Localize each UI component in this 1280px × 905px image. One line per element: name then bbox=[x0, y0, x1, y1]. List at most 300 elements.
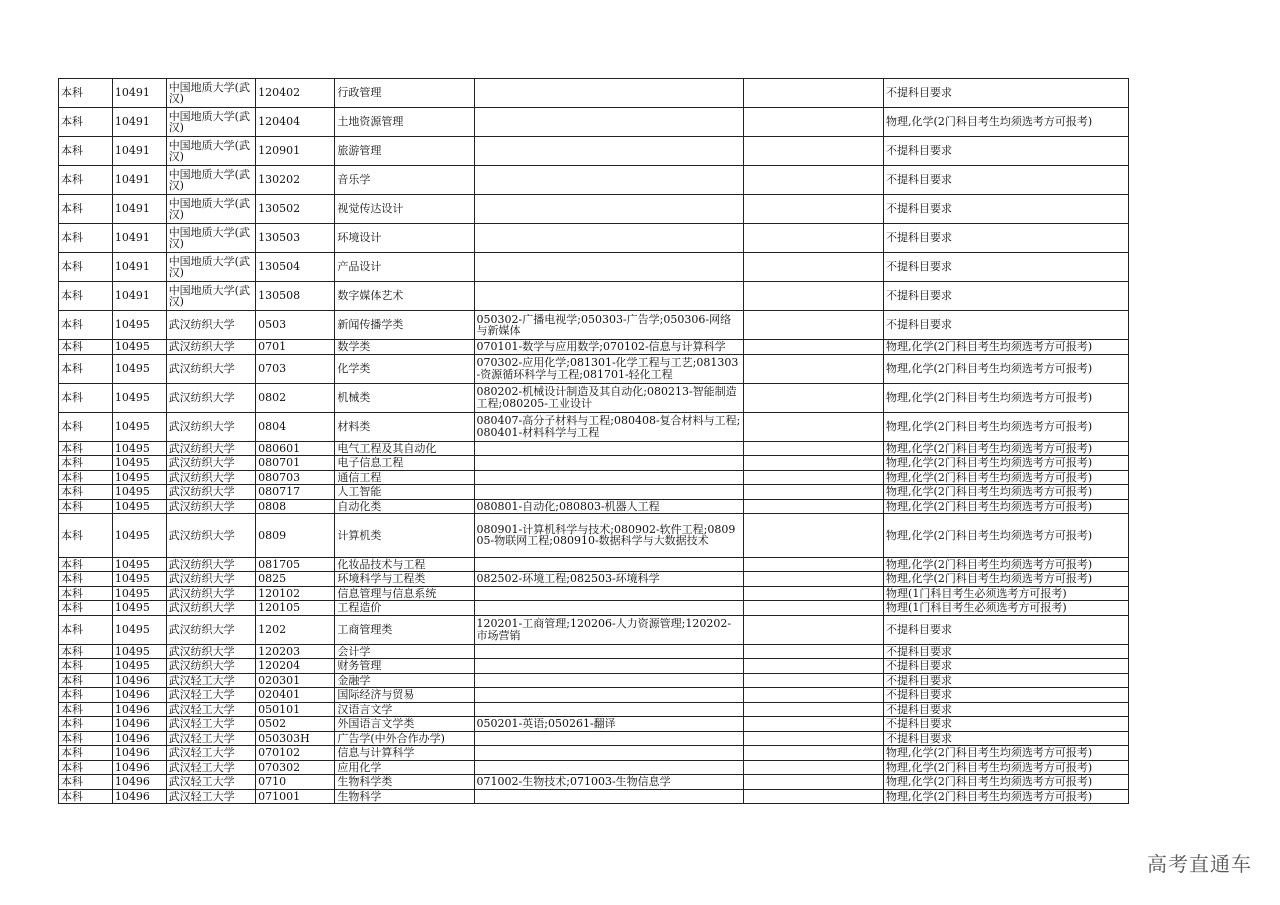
major-code-cell: 070102 bbox=[256, 746, 335, 761]
table-row bbox=[59, 282, 1129, 311]
school-code-cell: 10495 bbox=[112, 644, 166, 659]
major-name-cell: 视觉传达设计 bbox=[335, 195, 474, 224]
major-code-cell: 120901 bbox=[256, 137, 335, 166]
subject-requirement-cell: 物理,化学(2门科目考生均须选考方可报考) bbox=[884, 470, 1129, 485]
major-name-cell: 应用化学 bbox=[335, 760, 474, 775]
table-row bbox=[59, 644, 1129, 659]
notes-cell bbox=[743, 731, 883, 746]
notes-cell bbox=[743, 470, 883, 485]
included-majors-cell: 120201-工商管理;120206-人力资源管理;120202-市场营销 bbox=[474, 615, 743, 644]
school-name-cell: 中国地质大学(武汉) bbox=[166, 253, 255, 282]
major-code-cell: 081705 bbox=[256, 557, 335, 572]
major-name-cell: 新闻传播学类 bbox=[335, 311, 474, 340]
notes-cell bbox=[743, 514, 883, 558]
level-cell: 本科 bbox=[59, 688, 113, 703]
major-code-cell: 130202 bbox=[256, 166, 335, 195]
major-name-cell: 计算机类 bbox=[335, 514, 474, 558]
table-row bbox=[59, 789, 1129, 804]
notes-cell bbox=[743, 340, 883, 355]
school-name-cell: 中国地质大学(武汉) bbox=[166, 224, 255, 253]
school-code-cell: 10495 bbox=[112, 340, 166, 355]
table-row bbox=[59, 731, 1129, 746]
included-majors-cell bbox=[474, 688, 743, 703]
subject-requirement-cell: 物理,化学(2门科目考生均须选考方可报考) bbox=[884, 485, 1129, 500]
subject-requirement-cell: 不提科目要求 bbox=[884, 195, 1129, 224]
major-name-cell: 会计学 bbox=[335, 644, 474, 659]
level-cell: 本科 bbox=[59, 441, 113, 456]
school-code-cell: 10491 bbox=[112, 108, 166, 137]
included-majors-cell bbox=[474, 586, 743, 601]
included-majors-cell bbox=[474, 224, 743, 253]
school-code-cell: 10495 bbox=[112, 557, 166, 572]
included-majors-cell: 070302-应用化学;081301-化学工程与工艺;081303-资源循环科学与工程;081701-轻化工程 bbox=[474, 354, 743, 383]
school-name-cell: 武汉纺织大学 bbox=[166, 557, 255, 572]
subject-requirement-cell: 物理,化学(2门科目考生均须选考方可报考) bbox=[884, 760, 1129, 775]
school-code-cell: 10496 bbox=[112, 775, 166, 790]
notes-cell bbox=[743, 166, 883, 195]
school-code-cell: 10495 bbox=[112, 601, 166, 616]
major-code-cell: 050101 bbox=[256, 702, 335, 717]
major-code-cell: 0503 bbox=[256, 311, 335, 340]
school-code-cell: 10495 bbox=[112, 441, 166, 456]
notes-cell bbox=[743, 253, 883, 282]
table-row bbox=[59, 79, 1129, 108]
school-code-cell: 10495 bbox=[112, 572, 166, 587]
major-name-cell: 电气工程及其自动化 bbox=[335, 441, 474, 456]
major-code-cell: 130502 bbox=[256, 195, 335, 224]
level-cell: 本科 bbox=[59, 253, 113, 282]
school-name-cell: 武汉轻工大学 bbox=[166, 731, 255, 746]
level-cell: 本科 bbox=[59, 760, 113, 775]
table-row bbox=[59, 108, 1129, 137]
major-name-cell: 行政管理 bbox=[335, 79, 474, 108]
notes-cell bbox=[743, 441, 883, 456]
subject-requirement-cell: 不提科目要求 bbox=[884, 673, 1129, 688]
notes-cell bbox=[743, 485, 883, 500]
school-name-cell: 中国地质大学(武汉) bbox=[166, 137, 255, 166]
included-majors-cell bbox=[474, 253, 743, 282]
major-name-cell: 产品设计 bbox=[335, 253, 474, 282]
included-majors-cell bbox=[474, 789, 743, 804]
major-name-cell: 信息与计算科学 bbox=[335, 746, 474, 761]
major-name-cell: 国际经济与贸易 bbox=[335, 688, 474, 703]
school-code-cell: 10491 bbox=[112, 224, 166, 253]
level-cell: 本科 bbox=[59, 354, 113, 383]
major-code-cell: 0809 bbox=[256, 514, 335, 558]
school-code-cell: 10495 bbox=[112, 615, 166, 644]
level-cell: 本科 bbox=[59, 485, 113, 500]
level-cell: 本科 bbox=[59, 282, 113, 311]
school-code-cell: 10496 bbox=[112, 731, 166, 746]
level-cell: 本科 bbox=[59, 586, 113, 601]
school-code-cell: 10495 bbox=[112, 586, 166, 601]
major-name-cell: 机械类 bbox=[335, 383, 474, 412]
included-majors-cell bbox=[474, 557, 743, 572]
table-row bbox=[59, 485, 1129, 500]
school-code-cell: 10495 bbox=[112, 514, 166, 558]
major-name-cell: 数字媒体艺术 bbox=[335, 282, 474, 311]
level-cell: 本科 bbox=[59, 731, 113, 746]
school-code-cell: 10495 bbox=[112, 412, 166, 441]
notes-cell bbox=[743, 354, 883, 383]
school-code-cell: 10495 bbox=[112, 354, 166, 383]
table-row bbox=[59, 166, 1129, 195]
included-majors-cell: 071002-生物技术;071003-生物信息学 bbox=[474, 775, 743, 790]
school-name-cell: 武汉纺织大学 bbox=[166, 456, 255, 471]
subject-requirement-cell: 物理,化学(2门科目考生均须选考方可报考) bbox=[884, 340, 1129, 355]
major-name-cell: 人工智能 bbox=[335, 485, 474, 500]
table-row bbox=[59, 470, 1129, 485]
subject-requirement-cell: 物理(1门科目考生必须选考方可报考) bbox=[884, 601, 1129, 616]
notes-cell bbox=[743, 499, 883, 514]
school-name-cell: 武汉轻工大学 bbox=[166, 789, 255, 804]
school-code-cell: 10491 bbox=[112, 79, 166, 108]
school-name-cell: 武汉纺织大学 bbox=[166, 586, 255, 601]
major-code-cell: 0502 bbox=[256, 717, 335, 732]
notes-cell bbox=[743, 673, 883, 688]
school-code-cell: 10496 bbox=[112, 789, 166, 804]
table-row bbox=[59, 514, 1129, 558]
table-row bbox=[59, 760, 1129, 775]
school-name-cell: 武汉纺织大学 bbox=[166, 499, 255, 514]
table-row bbox=[59, 688, 1129, 703]
school-name-cell: 中国地质大学(武汉) bbox=[166, 166, 255, 195]
subject-requirement-cell: 物理,化学(2门科目考生均须选考方可报考) bbox=[884, 514, 1129, 558]
major-name-cell: 工程造价 bbox=[335, 601, 474, 616]
school-name-cell: 中国地质大学(武汉) bbox=[166, 195, 255, 224]
level-cell: 本科 bbox=[59, 659, 113, 674]
level-cell: 本科 bbox=[59, 456, 113, 471]
included-majors-cell: 080407-高分子材料与工程;080408-复合材料与工程;080401-材料科学与工程 bbox=[474, 412, 743, 441]
school-code-cell: 10491 bbox=[112, 166, 166, 195]
school-name-cell: 武汉轻工大学 bbox=[166, 673, 255, 688]
major-code-cell: 120102 bbox=[256, 586, 335, 601]
school-code-cell: 10495 bbox=[112, 499, 166, 514]
subject-requirement-cell: 物理,化学(2门科目考生均须选考方可报考) bbox=[884, 456, 1129, 471]
major-name-cell: 数学类 bbox=[335, 340, 474, 355]
major-name-cell: 生物科学类 bbox=[335, 775, 474, 790]
school-name-cell: 武汉轻工大学 bbox=[166, 702, 255, 717]
major-name-cell: 旅游管理 bbox=[335, 137, 474, 166]
table-row bbox=[59, 615, 1129, 644]
level-cell: 本科 bbox=[59, 224, 113, 253]
school-name-cell: 武汉轻工大学 bbox=[166, 717, 255, 732]
major-name-cell: 外国语言文学类 bbox=[335, 717, 474, 732]
major-name-cell: 化妆品技术与工程 bbox=[335, 557, 474, 572]
major-code-cell: 020301 bbox=[256, 673, 335, 688]
school-name-cell: 武汉纺织大学 bbox=[166, 340, 255, 355]
major-name-cell: 环境设计 bbox=[335, 224, 474, 253]
notes-cell bbox=[743, 746, 883, 761]
table-row bbox=[59, 499, 1129, 514]
included-majors-cell bbox=[474, 731, 743, 746]
major-code-cell: 0804 bbox=[256, 412, 335, 441]
included-majors-cell: 082502-环境工程;082503-环境科学 bbox=[474, 572, 743, 587]
subject-requirement-cell: 物理,化学(2门科目考生均须选考方可报考) bbox=[884, 557, 1129, 572]
major-name-cell: 信息管理与信息系统 bbox=[335, 586, 474, 601]
major-code-cell: 0701 bbox=[256, 340, 335, 355]
school-name-cell: 武汉纺织大学 bbox=[166, 615, 255, 644]
table-row bbox=[59, 354, 1129, 383]
major-name-cell: 音乐学 bbox=[335, 166, 474, 195]
major-code-cell: 080701 bbox=[256, 456, 335, 471]
major-name-cell: 土地资源管理 bbox=[335, 108, 474, 137]
major-code-cell: 0710 bbox=[256, 775, 335, 790]
school-name-cell: 中国地质大学(武汉) bbox=[166, 108, 255, 137]
school-code-cell: 10496 bbox=[112, 760, 166, 775]
notes-cell bbox=[743, 615, 883, 644]
included-majors-cell bbox=[474, 195, 743, 224]
subject-requirement-cell: 不提科目要求 bbox=[884, 166, 1129, 195]
level-cell: 本科 bbox=[59, 572, 113, 587]
level-cell: 本科 bbox=[59, 789, 113, 804]
table-row bbox=[59, 572, 1129, 587]
level-cell: 本科 bbox=[59, 108, 113, 137]
subject-requirement-cell: 不提科目要求 bbox=[884, 615, 1129, 644]
major-code-cell: 080717 bbox=[256, 485, 335, 500]
school-name-cell: 武汉纺织大学 bbox=[166, 311, 255, 340]
subject-requirement-cell: 不提科目要求 bbox=[884, 282, 1129, 311]
included-majors-cell bbox=[474, 137, 743, 166]
included-majors-cell bbox=[474, 702, 743, 717]
subject-requirement-cell: 物理,化学(2门科目考生均须选考方可报考) bbox=[884, 108, 1129, 137]
major-name-cell: 通信工程 bbox=[335, 470, 474, 485]
notes-cell bbox=[743, 688, 883, 703]
table-row bbox=[59, 311, 1129, 340]
notes-cell bbox=[743, 775, 883, 790]
school-code-cell: 10495 bbox=[112, 456, 166, 471]
included-majors-cell bbox=[474, 470, 743, 485]
school-code-cell: 10495 bbox=[112, 383, 166, 412]
major-code-cell: 0825 bbox=[256, 572, 335, 587]
school-name-cell: 武汉纺织大学 bbox=[166, 441, 255, 456]
school-code-cell: 10496 bbox=[112, 688, 166, 703]
requirements-table bbox=[58, 78, 1129, 804]
subject-requirement-cell: 物理,化学(2门科目考生均须选考方可报考) bbox=[884, 499, 1129, 514]
major-name-cell: 环境科学与工程类 bbox=[335, 572, 474, 587]
school-code-cell: 10495 bbox=[112, 470, 166, 485]
major-name-cell: 材料类 bbox=[335, 412, 474, 441]
major-code-cell: 120203 bbox=[256, 644, 335, 659]
school-name-cell: 中国地质大学(武汉) bbox=[166, 282, 255, 311]
major-code-cell: 130508 bbox=[256, 282, 335, 311]
notes-cell bbox=[743, 79, 883, 108]
included-majors-cell: 080901-计算机科学与技术;080902-软件工程;080905-物联网工程;080910-数据科学与大数据技术 bbox=[474, 514, 743, 558]
table-row bbox=[59, 456, 1129, 471]
subject-requirement-cell: 不提科目要求 bbox=[884, 311, 1129, 340]
school-code-cell: 10496 bbox=[112, 717, 166, 732]
notes-cell bbox=[743, 760, 883, 775]
subject-requirement-cell: 物理,化学(2门科目考生均须选考方可报考) bbox=[884, 572, 1129, 587]
school-code-cell: 10496 bbox=[112, 702, 166, 717]
included-majors-cell bbox=[474, 441, 743, 456]
school-name-cell: 武汉纺织大学 bbox=[166, 572, 255, 587]
major-code-cell: 020401 bbox=[256, 688, 335, 703]
notes-cell bbox=[743, 383, 883, 412]
notes-cell bbox=[743, 137, 883, 166]
notes-cell bbox=[743, 195, 883, 224]
school-name-cell: 武汉轻工大学 bbox=[166, 746, 255, 761]
major-name-cell: 金融学 bbox=[335, 673, 474, 688]
included-majors-cell bbox=[474, 166, 743, 195]
subject-requirement-cell: 不提科目要求 bbox=[884, 717, 1129, 732]
school-name-cell: 武汉纺织大学 bbox=[166, 514, 255, 558]
level-cell: 本科 bbox=[59, 137, 113, 166]
major-code-cell: 080601 bbox=[256, 441, 335, 456]
table-row bbox=[59, 340, 1129, 355]
level-cell: 本科 bbox=[59, 470, 113, 485]
major-name-cell: 生物科学 bbox=[335, 789, 474, 804]
level-cell: 本科 bbox=[59, 340, 113, 355]
major-code-cell: 120204 bbox=[256, 659, 335, 674]
subject-requirement-cell: 物理,化学(2门科目考生均须选考方可报考) bbox=[884, 383, 1129, 412]
table-row bbox=[59, 702, 1129, 717]
subject-requirement-cell: 物理,化学(2门科目考生均须选考方可报考) bbox=[884, 354, 1129, 383]
included-majors-cell bbox=[474, 644, 743, 659]
level-cell: 本科 bbox=[59, 499, 113, 514]
included-majors-cell: 050201-英语;050261-翻译 bbox=[474, 717, 743, 732]
school-name-cell: 武汉轻工大学 bbox=[166, 775, 255, 790]
notes-cell bbox=[743, 702, 883, 717]
major-name-cell: 财务管理 bbox=[335, 659, 474, 674]
level-cell: 本科 bbox=[59, 166, 113, 195]
table-row bbox=[59, 441, 1129, 456]
level-cell: 本科 bbox=[59, 412, 113, 441]
subject-requirement-cell: 不提科目要求 bbox=[884, 702, 1129, 717]
subject-requirement-cell: 不提科目要求 bbox=[884, 688, 1129, 703]
level-cell: 本科 bbox=[59, 702, 113, 717]
major-name-cell: 化学类 bbox=[335, 354, 474, 383]
notes-cell bbox=[743, 108, 883, 137]
subject-requirement-cell: 物理(1门科目考生必须选考方可报考) bbox=[884, 586, 1129, 601]
school-name-cell: 武汉轻工大学 bbox=[166, 688, 255, 703]
table-row bbox=[59, 601, 1129, 616]
school-name-cell: 武汉纺织大学 bbox=[166, 354, 255, 383]
table-row bbox=[59, 586, 1129, 601]
school-name-cell: 武汉纺织大学 bbox=[166, 644, 255, 659]
included-majors-cell: 070101-数学与应用数学;070102-信息与计算科学 bbox=[474, 340, 743, 355]
subject-requirement-cell: 物理,化学(2门科目考生均须选考方可报考) bbox=[884, 775, 1129, 790]
notes-cell bbox=[743, 224, 883, 253]
included-majors-cell bbox=[474, 673, 743, 688]
table-row bbox=[59, 412, 1129, 441]
table-row bbox=[59, 717, 1129, 732]
major-code-cell: 071001 bbox=[256, 789, 335, 804]
included-majors-cell bbox=[474, 456, 743, 471]
subject-requirement-cell: 物理,化学(2门科目考生均须选考方可报考) bbox=[884, 441, 1129, 456]
major-code-cell: 120402 bbox=[256, 79, 335, 108]
major-code-cell: 1202 bbox=[256, 615, 335, 644]
included-majors-cell bbox=[474, 108, 743, 137]
included-majors-cell: 080202-机械设计制造及其自动化;080213-智能制造工程;080205-工业设计 bbox=[474, 383, 743, 412]
level-cell: 本科 bbox=[59, 195, 113, 224]
school-code-cell: 10491 bbox=[112, 282, 166, 311]
notes-cell bbox=[743, 311, 883, 340]
notes-cell bbox=[743, 601, 883, 616]
major-name-cell: 广告学(中外合作办学) bbox=[335, 731, 474, 746]
included-majors-cell bbox=[474, 485, 743, 500]
major-name-cell: 汉语言文学 bbox=[335, 702, 474, 717]
school-code-cell: 10496 bbox=[112, 673, 166, 688]
table-row bbox=[59, 775, 1129, 790]
subject-requirement-cell: 不提科目要求 bbox=[884, 659, 1129, 674]
school-name-cell: 武汉纺织大学 bbox=[166, 485, 255, 500]
subject-requirement-cell: 物理,化学(2门科目考生均须选考方可报考) bbox=[884, 746, 1129, 761]
major-code-cell: 0703 bbox=[256, 354, 335, 383]
school-code-cell: 10491 bbox=[112, 195, 166, 224]
notes-cell bbox=[743, 644, 883, 659]
school-code-cell: 10495 bbox=[112, 485, 166, 500]
subject-requirement-cell: 物理,化学(2门科目考生均须选考方可报考) bbox=[884, 412, 1129, 441]
school-code-cell: 10491 bbox=[112, 253, 166, 282]
table-row bbox=[59, 195, 1129, 224]
level-cell: 本科 bbox=[59, 383, 113, 412]
major-code-cell: 120404 bbox=[256, 108, 335, 137]
level-cell: 本科 bbox=[59, 775, 113, 790]
level-cell: 本科 bbox=[59, 311, 113, 340]
table-row bbox=[59, 557, 1129, 572]
subject-requirement-cell: 不提科目要求 bbox=[884, 731, 1129, 746]
level-cell: 本科 bbox=[59, 79, 113, 108]
table-row bbox=[59, 253, 1129, 282]
school-name-cell: 中国地质大学(武汉) bbox=[166, 79, 255, 108]
included-majors-cell bbox=[474, 601, 743, 616]
major-name-cell: 工商管理类 bbox=[335, 615, 474, 644]
subject-requirement-cell: 不提科目要求 bbox=[884, 224, 1129, 253]
level-cell: 本科 bbox=[59, 644, 113, 659]
table-row bbox=[59, 137, 1129, 166]
level-cell: 本科 bbox=[59, 717, 113, 732]
school-name-cell: 武汉纺织大学 bbox=[166, 601, 255, 616]
notes-cell bbox=[743, 282, 883, 311]
notes-cell bbox=[743, 557, 883, 572]
notes-cell bbox=[743, 717, 883, 732]
subject-requirement-cell: 物理,化学(2门科目考生均须选考方可报考) bbox=[884, 789, 1129, 804]
subject-requirement-cell: 不提科目要求 bbox=[884, 253, 1129, 282]
major-code-cell: 050303H bbox=[256, 731, 335, 746]
school-code-cell: 10491 bbox=[112, 137, 166, 166]
table-row bbox=[59, 383, 1129, 412]
school-code-cell: 10495 bbox=[112, 311, 166, 340]
notes-cell bbox=[743, 572, 883, 587]
notes-cell bbox=[743, 586, 883, 601]
notes-cell bbox=[743, 659, 883, 674]
major-code-cell: 120105 bbox=[256, 601, 335, 616]
school-name-cell: 武汉纺织大学 bbox=[166, 412, 255, 441]
major-code-cell: 130504 bbox=[256, 253, 335, 282]
subject-requirement-cell: 不提科目要求 bbox=[884, 644, 1129, 659]
major-code-cell: 130503 bbox=[256, 224, 335, 253]
table-body bbox=[59, 79, 1129, 804]
subject-requirement-cell: 不提科目要求 bbox=[884, 79, 1129, 108]
school-code-cell: 10496 bbox=[112, 746, 166, 761]
level-cell: 本科 bbox=[59, 615, 113, 644]
table-row bbox=[59, 673, 1129, 688]
included-majors-cell bbox=[474, 760, 743, 775]
major-code-cell: 0802 bbox=[256, 383, 335, 412]
major-code-cell: 0808 bbox=[256, 499, 335, 514]
table-row bbox=[59, 746, 1129, 761]
major-name-cell: 自动化类 bbox=[335, 499, 474, 514]
school-name-cell: 武汉轻工大学 bbox=[166, 760, 255, 775]
school-name-cell: 武汉纺织大学 bbox=[166, 383, 255, 412]
level-cell: 本科 bbox=[59, 557, 113, 572]
table-row bbox=[59, 224, 1129, 253]
major-code-cell: 080703 bbox=[256, 470, 335, 485]
level-cell: 本科 bbox=[59, 673, 113, 688]
level-cell: 本科 bbox=[59, 514, 113, 558]
included-majors-cell bbox=[474, 746, 743, 761]
